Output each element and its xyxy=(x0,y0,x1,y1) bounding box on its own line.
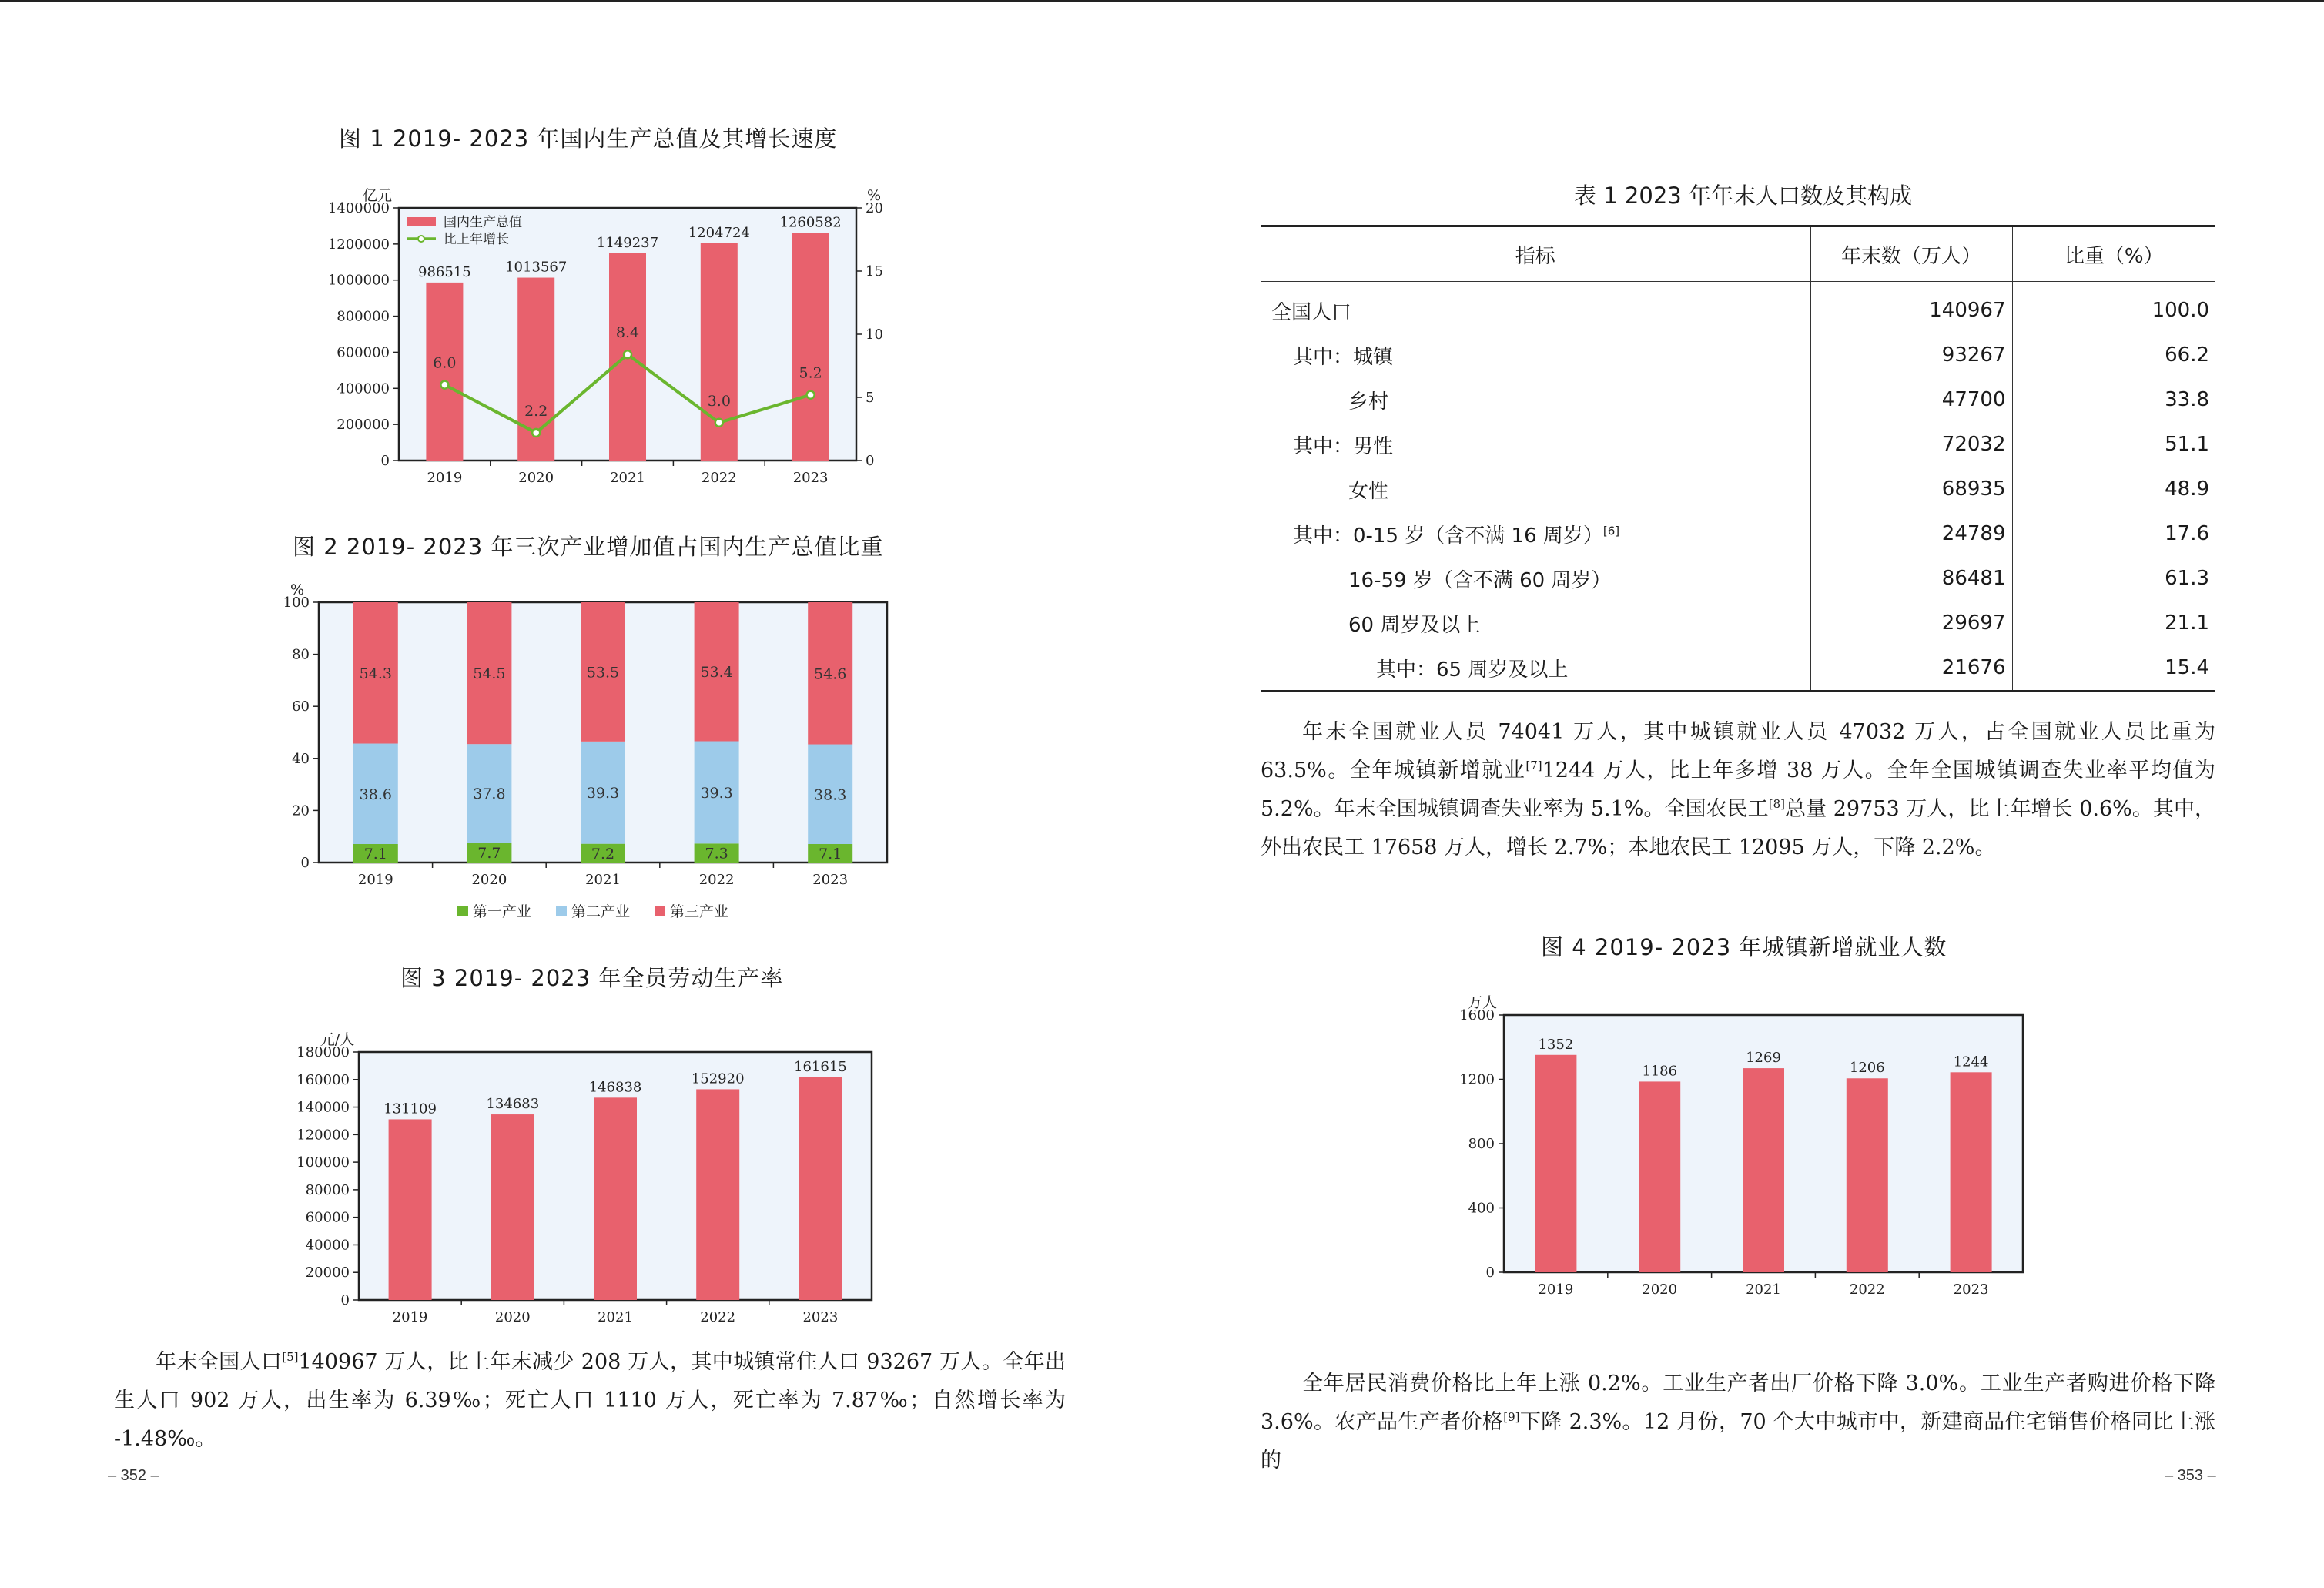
fig4-chart xyxy=(1162,0,2324,1588)
legend-label: 第一产业 xyxy=(473,903,532,920)
x-tick-label: 2021 xyxy=(1746,1281,1781,1298)
bar xyxy=(1639,1081,1680,1272)
table-row: 16-59 岁（含不满 60 周岁） 86481 61.3 xyxy=(1261,556,2215,601)
table-row: 其中：65 周岁及以上 21676 15.4 xyxy=(1261,645,2215,692)
data-label: 146838 xyxy=(588,1079,642,1096)
bar xyxy=(696,1089,739,1300)
employment-paragraph: 年末全国就业人员 74041 万人，其中城镇就业人员 47032 万人，占全国就业人员比重为 63.5%。全年城镇新增就业[7]1244 万人，比上年多增 38 万人。全年全国城镇调查失业率平均值为 5.2%。年末全国城镇调查失业率为 5.1%。全国农民工[8]总量 29753 万人，比上年增长 0.6%。其中，外出农民工 17658 万人，增长 2.7%；本地农民工 12095 万人，下降 2.2%。 xyxy=(1261,720,2215,859)
data-label: 6.0 xyxy=(433,354,457,372)
y-tick-label: 1400000 xyxy=(327,200,390,216)
y-tick-label: 140000 xyxy=(296,1099,350,1116)
y-axis-label: % xyxy=(290,581,305,598)
x-tick-label: 2022 xyxy=(1849,1281,1885,1298)
fig1-title: 图 1 2019- 2023 年国内生产总值及其增长速度 xyxy=(339,126,838,152)
page-number: – 353 – xyxy=(2165,1467,2216,1484)
x-tick-label: 2019 xyxy=(357,872,393,888)
y-tick-label: 180000 xyxy=(296,1044,350,1060)
bar xyxy=(1535,1055,1576,1272)
right-page xyxy=(1162,0,2324,1588)
table-row: 女性 68935 48.9 xyxy=(1261,467,2215,511)
x-tick-label: 2023 xyxy=(802,1309,839,1325)
x-tick-label: 2020 xyxy=(494,1309,531,1325)
population-paragraph: 年末全国人口[5]140967 万人，比上年末减少 208 万人，其中城镇常住人口 93267 万人。全年出生人口 902 万人，出生率为 6.39‰；死亡人口 1110 万人，死亡率为 7.87‰；自然增长率为 -1.48‰。 xyxy=(114,1350,1066,1451)
y-tick-label: 0 xyxy=(340,1292,350,1308)
bar xyxy=(594,1097,637,1300)
x-tick-label: 2022 xyxy=(698,872,735,888)
data-label: 986515 xyxy=(418,263,471,280)
y-tick-label: 1200000 xyxy=(327,236,390,253)
y-tick-label: 80 xyxy=(292,646,310,663)
fig3-title: 图 3 2019- 2023 年全员劳动生产率 xyxy=(400,965,784,991)
y-axis-label: 元/人 xyxy=(320,1031,355,1048)
data-label: 5.2 xyxy=(799,364,822,382)
data-label: 38.6 xyxy=(359,786,392,803)
y-tick-label: 0 xyxy=(1485,1265,1495,1281)
y-tick-label: 1600 xyxy=(1459,1007,1495,1023)
legend-label: 比上年增长 xyxy=(444,232,509,247)
x-tick-label: 2019 xyxy=(427,470,463,486)
footnote-ref: [5] xyxy=(282,1350,299,1364)
data-label: 1204724 xyxy=(688,224,750,241)
y-axis-label: 亿元 xyxy=(362,187,393,204)
legend-label: 第三产业 xyxy=(670,903,729,920)
table-row: 其中：城镇 93267 66.2 xyxy=(1261,333,2215,377)
legend-label: 第二产业 xyxy=(571,903,631,920)
data-label: 161615 xyxy=(794,1058,847,1075)
y-tick-label: 800000 xyxy=(337,308,390,325)
data-label: 1269 xyxy=(1746,1050,1781,1067)
x-tick-label: 2022 xyxy=(700,1309,736,1325)
y-tick-label: 20000 xyxy=(305,1265,350,1281)
table-row: 其中：男性 72032 51.1 xyxy=(1261,422,2215,467)
y-tick-label: 80000 xyxy=(305,1181,350,1198)
x-tick-label: 2023 xyxy=(792,470,829,486)
footnote-ref: [9] xyxy=(1503,1410,1520,1424)
y2-tick-label: 15 xyxy=(866,263,883,280)
data-label: 1352 xyxy=(1538,1036,1574,1053)
bar xyxy=(1951,1072,1992,1272)
y-tick-label: 40 xyxy=(292,750,310,767)
data-label: 1260582 xyxy=(779,214,842,231)
table-header: 年末数（万人） xyxy=(1810,226,2012,282)
data-label: 38.3 xyxy=(814,786,847,804)
data-label: 39.3 xyxy=(586,785,620,802)
y2-tick-label: 5 xyxy=(866,390,875,406)
table-row: 乡村 47700 33.8 xyxy=(1261,377,2215,422)
footnote-ref: [6] xyxy=(1602,523,1620,538)
bar xyxy=(1847,1078,1888,1272)
fig4-title: 图 4 2019- 2023 年城镇新增就业人数 xyxy=(1541,934,1947,960)
data-label: 3.0 xyxy=(707,392,731,410)
y-tick-label: 1000000 xyxy=(327,272,390,289)
bar xyxy=(1743,1068,1784,1272)
data-label: 54.3 xyxy=(359,665,392,682)
x-tick-label: 2021 xyxy=(585,872,621,888)
table-row: 其中：0-15 岁（含不满 16 周岁）[6] 24789 17.6 xyxy=(1261,511,2215,556)
data-label: 152920 xyxy=(691,1070,745,1087)
y2-tick-label: 0 xyxy=(866,453,875,469)
data-label: 131109 xyxy=(383,1101,437,1117)
data-label: 7.7 xyxy=(477,844,501,862)
y2-tick-label: 20 xyxy=(866,200,883,216)
x-tick-label: 2020 xyxy=(1642,1281,1678,1298)
x-tick-label: 2021 xyxy=(598,1309,633,1325)
y-tick-label: 600000 xyxy=(337,344,390,361)
data-label: 1206 xyxy=(1849,1060,1885,1077)
x-tick-label: 2023 xyxy=(812,872,849,888)
y-tick-label: 40000 xyxy=(305,1237,350,1254)
data-label: 37.8 xyxy=(473,786,506,803)
footnote-ref: [8] xyxy=(1768,797,1785,811)
table-row: 60 周岁及以上 29697 21.1 xyxy=(1261,601,2215,645)
data-label: 54.6 xyxy=(814,665,847,683)
y-tick-label: 100000 xyxy=(296,1154,350,1171)
x-tick-label: 2020 xyxy=(471,872,507,888)
data-label: 53.5 xyxy=(586,664,620,682)
table-row: 全国人口 140967 100.0 xyxy=(1261,282,2215,333)
legend-label: 国内生产总值 xyxy=(444,215,522,230)
data-label: 54.5 xyxy=(473,665,506,683)
y-axis-label: 万人 xyxy=(1467,994,1498,1011)
y-tick-label: 1200 xyxy=(1459,1071,1495,1088)
y-tick-label: 100 xyxy=(283,595,310,611)
y-tick-label: 200000 xyxy=(337,417,390,434)
x-tick-label: 2020 xyxy=(518,470,554,486)
data-label: 8.4 xyxy=(615,324,640,342)
data-label: 134683 xyxy=(486,1096,540,1113)
y-tick-label: 160000 xyxy=(296,1071,350,1088)
table-header: 指标 xyxy=(1261,226,1810,282)
x-tick-label: 2019 xyxy=(392,1309,428,1325)
table-header: 比重（%） xyxy=(2012,226,2215,282)
data-label: 1186 xyxy=(1642,1063,1678,1080)
y-tick-label: 120000 xyxy=(296,1127,350,1144)
data-label: 7.1 xyxy=(363,846,387,863)
bar xyxy=(389,1119,432,1300)
y-tick-label: 400000 xyxy=(337,380,390,397)
x-tick-label: 2021 xyxy=(610,470,645,486)
y2-tick-label: 10 xyxy=(866,327,883,343)
bar xyxy=(491,1114,534,1300)
data-label: 7.3 xyxy=(705,845,728,863)
data-label: 1013567 xyxy=(505,259,568,276)
y-tick-label: 800 xyxy=(1468,1136,1495,1152)
y-tick-label: 60000 xyxy=(305,1209,350,1226)
data-label: 39.3 xyxy=(700,784,733,802)
y-tick-label: 20 xyxy=(292,802,310,819)
data-label: 7.1 xyxy=(819,846,842,863)
table1-title: 表 1 2023 年年末人口数及其构成 xyxy=(1574,183,1912,209)
page-number: – 352 – xyxy=(108,1467,159,1484)
data-label: 2.2 xyxy=(524,402,548,420)
data-label: 53.4 xyxy=(700,664,733,682)
x-tick-label: 2022 xyxy=(701,470,737,486)
y-tick-label: 0 xyxy=(300,855,310,871)
y2-axis-label: % xyxy=(867,187,882,204)
bar xyxy=(799,1077,842,1300)
data-label: 1149237 xyxy=(596,234,659,251)
x-tick-label: 2023 xyxy=(1953,1281,1989,1298)
data-label: 1244 xyxy=(1953,1054,1989,1070)
x-tick-label: 2019 xyxy=(1538,1281,1574,1298)
y-tick-label: 400 xyxy=(1468,1200,1495,1217)
y-tick-label: 60 xyxy=(292,699,310,715)
fig2-title: 图 2 2019- 2023 年三次产业增加值占国内生产总值比重 xyxy=(293,534,884,560)
price-paragraph: 全年居民消费价格比上年上涨 0.2%。工业生产者出厂价格下降 3.0%。工业生产者购进价格下降 3.6%。农产品生产者价格[9]下降 2.3%。12 月份，70 个大中城市中，新建商品住宅销售价格同比上涨的 xyxy=(1261,1372,2215,1472)
data-label: 7.2 xyxy=(591,845,615,863)
y-tick-label: 0 xyxy=(380,453,390,469)
footnote-ref: [7] xyxy=(1525,759,1542,772)
